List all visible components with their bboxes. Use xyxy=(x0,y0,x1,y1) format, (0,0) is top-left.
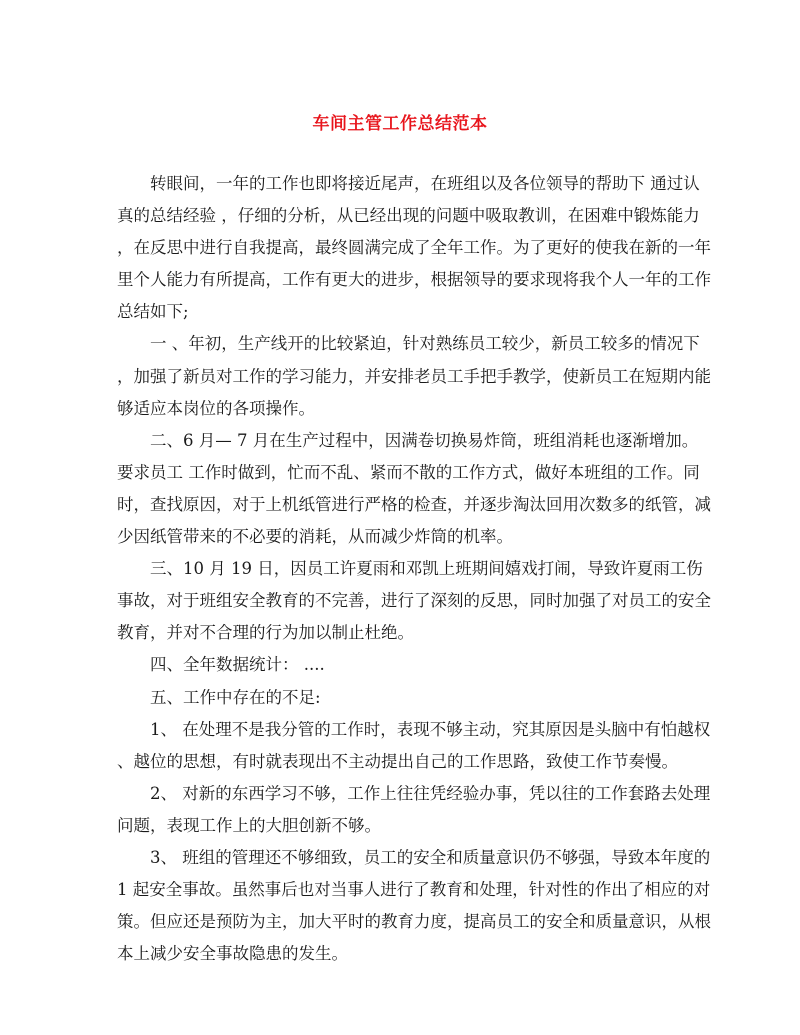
body-line: 够适应本岗位的各项操作。 xyxy=(117,398,315,418)
body-line: 少因纸管带来的不必要的消耗，从而减少炸筒的机率。 xyxy=(117,527,513,547)
body-line: 里个人能力有所提高，工作有更大的进步，根据领导的要求现将我个人一年的工作 xyxy=(117,270,711,290)
body-line: 总结如下; xyxy=(117,302,189,322)
body-line: 策。但应还是预防为主，加大平时的教育力度，提高员工的安全和质量意识，从根 xyxy=(117,912,711,932)
body-line: 真的总结经验 ，仔细的分析，从已经出现的问题中吸取教训，在困难中锻炼能力 xyxy=(117,206,700,226)
body-line: 五、工作中存在的不足: xyxy=(117,687,321,707)
body-line: 一 、年初，生产线开的比较紧迫，针对熟练员工较少，新员工较多的情况下 xyxy=(117,334,700,354)
body-line: ，加强了新员对工作的学习能力，并安排老员工手把手教学，使新员工在短期内能 xyxy=(117,366,711,386)
body-line: 1、 在处理不是我分管的工作时，表现不够主动，究其原因是头脑中有怕越权 xyxy=(117,719,711,739)
body-line: 本上减少安全事故隐患的发生。 xyxy=(117,944,348,964)
body-line: 二、6 月— 7 月在生产过程中，因满卷切换易炸筒，班组消耗也逐渐增加。 xyxy=(117,430,699,450)
body-line: 3、 班组的管理还不够细致，员工的安全和质量意识仍不够强，导致本年度的 xyxy=(117,847,711,867)
body-line: 三、10 月 19 日，因员工许夏雨和邓凯上班期间嬉戏打闹，导致许夏雨工伤 xyxy=(117,559,703,579)
body-line: 时，查找原因，对于上机纸管进行严格的检查，并逐步淘汰回用次数多的纸管，减 xyxy=(117,494,711,514)
body-line: 转眼间，一年的工作也即将接近尾声，在班组以及各位领导的帮助下 通过认 xyxy=(117,174,700,193)
body-line: 1 起安全事故。虽然事后也对当事人进行了教育和处理，针对性的作出了相应的对 xyxy=(117,880,711,900)
body-line: 问题，表现工作上的大胆创新不够。 xyxy=(117,815,381,835)
body-line: 教育，并对不合理的行为加以制止杜绝。 xyxy=(117,623,414,643)
document-body xyxy=(117,168,711,970)
body-line: 事故，对于班组安全教育的不完善，进行了深刻的反思，同时加强了对员工的安全 xyxy=(117,591,711,611)
body-line: 要求员工 工作时做到，忙而不乱、紧而不散的工作方式，做好本班组的工作。同 xyxy=(117,462,700,482)
body-line: 2、 对新的东西学习不够，工作上往往凭经验办事，凭以往的工作套路去处理 xyxy=(117,783,711,803)
body-line: ，在反思中进行自我提高，最终圆满完成了全年工作。为了更好的使我在新的一年 xyxy=(117,238,711,258)
body-line: 四、全年数据统计： .... xyxy=(117,655,325,675)
body-line: 、越位的思想，有时就表现出不主动提出自己的工作思路，致使工作节奏慢。 xyxy=(117,751,678,771)
document-title: 车间主管工作总结范本 xyxy=(312,114,488,134)
